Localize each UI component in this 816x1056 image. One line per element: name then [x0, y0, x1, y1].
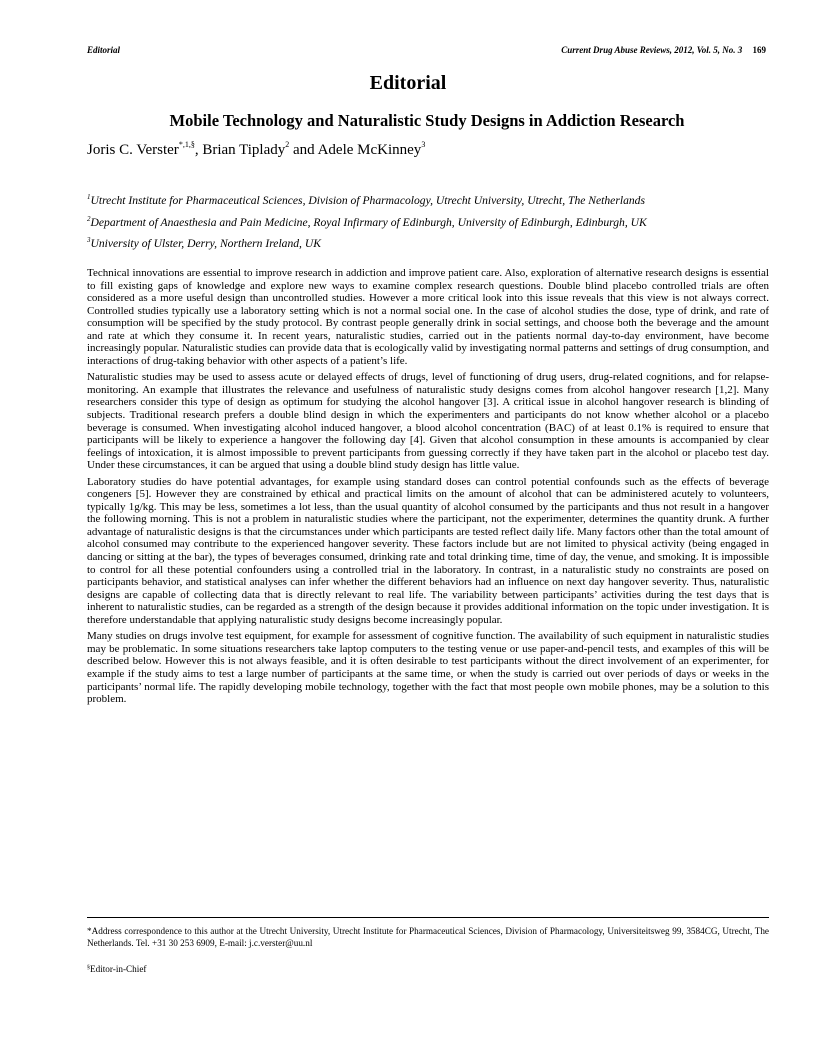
affiliation — [87, 237, 321, 250]
journal-name: Current Drug Abuse Reviews, — [561, 45, 672, 55]
author-affiliation-mark: *,1,§ — [178, 140, 195, 149]
author-name: Brian Tiplady — [202, 142, 286, 158]
affiliation-text: Utrecht Institute for Pharmaceutical Sciences, Division of Pharmacology, Utrecht University, Utrecht, The Netherlands — [90, 194, 645, 207]
affiliation — [87, 216, 647, 229]
affiliation — [87, 194, 645, 207]
author-affiliation-mark: 3 — [421, 140, 426, 149]
body-paragraph: Many studies on drugs involve test equipment, for example for assessment of cognitive function. The availability of such equipment in naturalistic studies may be problematic. In some situations researchers take laptop computers to the testing venue or use paper-and-pencil tests, and examples of this will be described below. However this is not always feasible, and it is often desirable to test participants without the direct involvement of an experimenter, for example if the study aims to test a large number of participants at the same time, or when the study is carried out over periods of days or weeks in the participants’ normal life. The rapidly developing mobile technology, together with the fact that most people own mobile phones, may be a solution to this problem. — [87, 630, 769, 706]
body-paragraph: Laboratory studies do have potential advantages, for example using standard doses can control potential confounds such as the effects of beverage congeners [5]. However they are constrained by ethical and practical limits on the amount of alcohol that can be administered acutely to volunteers, typically 1g/kg. This may be less, sometimes a lot less, than the usual quantity of alcohol consumed by the participants and thus not result in a hangover the following morning. This is not a problem in naturalistic studies where the participant, not the experimenter, determines the quantity drunk. A further advantage of naturalistic designs is that the circumstances under which participants are tested reflect daily life. Many factors other than the total amount of alcohol consumed may contribute to the experienced hangover severity. These factors include but are not limited to physical activity (being engaged in dancing or sitting at the bar), the types of beverages consumed, drinking rate and total drinking time, time of day, the venue, and smoking. It is impossible to control for all these potential confounders using a controlled trial in the laboratory. In contrast, in a naturalistic study no constraints are posed on participants behavior, and statistical analyses can infer whether the different behaviors had an influence on next day hangover severity. Thus, naturalistic designs are capable of collecting data that is directly relevant to real life. The variability between participants’ activities during the test days that is inherent to naturalistic studies, can be regarded as a strength of the design because it provides additional information on the topic under investigation. It is therefore understandable that applying naturalistic study designs become increasingly popular. — [87, 475, 769, 626]
author-separator: , — [194, 142, 203, 158]
author-list — [87, 142, 425, 159]
footnote-text: Editor-in-Chief — [90, 964, 147, 974]
author-affiliation-mark: 2 — [285, 140, 290, 149]
affiliation-mark: 1 — [87, 193, 91, 201]
author-name: Joris C. Verster — [87, 142, 179, 158]
running-header-journal — [561, 45, 766, 55]
footnote-mark: § — [87, 965, 90, 971]
affiliation-mark: 2 — [87, 215, 91, 223]
page-number: 169 — [752, 45, 766, 55]
author-separator: and — [289, 142, 318, 158]
journal-volume: Vol. 5, No. 3 — [696, 45, 743, 55]
article-body — [87, 267, 769, 710]
affiliation-text: University of Ulster, Derry, Northern Ireland, UK — [90, 237, 321, 250]
article-title: Mobile Technology and Naturalistic Study Designs in Addiction Research — [169, 111, 685, 130]
page-title: Editorial — [369, 72, 447, 94]
affiliation-text: Department of Anaesthesia and Pain Medicine, Royal Infirmary of Edinburgh, University of Edinburgh, Edinburgh, UK — [90, 216, 647, 229]
body-paragraph: Naturalistic studies may be used to assess acute or delayed effects of drugs, level of functioning of drug users, drug-related cognitions, and for relapse-monitoring. An example that illustrates the relevance and usefulness of naturalistic study designs comes from alcohol hangover research [1,2]. Many researchers consider this type of design as optimum for studying the alcohol hangover [3]. A critical issue in alcohol hangover research is blinding of subjects. Traditional research prefers a double blind design in which the experimenters and participants do not know whether alcohol or a placebo beverage is consumed. When investigating alcohol induced hangover, a blood alcohol concentration (BAC) of at least 0.1% is required to ensure that participants will be likely to experience a hangover the following day [4]. Given that alcohol consumption in these amounts is accompanied by clear feelings of intoxication, it is almost impossible to prevent participants from guessing correctly if they have taken part in the alcohol or placebo test day. Under these circumstances, it can be argued that using a double blind study design has little value. — [87, 371, 769, 472]
author-name: Adele McKinney — [317, 142, 422, 158]
journal-year: 2012, — [674, 45, 695, 55]
footnote-divider — [87, 917, 769, 918]
body-paragraph: Technical innovations are essential to improve research in addiction and improve patient care. Also, exploration of alternative research designs is essential to fill existing gaps of knowledge and explore new ways to examine complex research questions. Double blind placebo controlled trials are often considered as a more useful design than uncontrolled studies. However a more critical look into this issue reveals that this view is not always correct. Controlled studies typically use a laboratory setting which is not a normal social one. In the case of alcohol studies the dose, type of drink, and rate of consumption will be specified by the study protocol. By contrast people generally drink in social settings, and choose both the beverage and the amount and rate at which they consume it. In recent years, naturalistic studies, carried out in the patients normal day-to-day environment, have become increasingly popular. Naturalistic studies can provide data that is ecologically valid by investigating normal patterns and settings of drug consumption, and interactions of drug-taking behavior with other aspects of a patient’s life. — [87, 267, 769, 367]
editor-footnote — [87, 963, 769, 975]
affiliation-mark: 3 — [87, 236, 91, 244]
running-header-section: Editorial — [87, 45, 121, 55]
correspondence-footnote: *Address correspondence to this author at the Utrecht University, Utrecht Institute for Pharmaceutical Sciences, Division of Pharmacology, Universiteitsweg 99, 3584CG, Utrecht, The Netherlands. Tel. +31 30 253 6909, E-mail: j.c.verster@uu.nl — [87, 926, 769, 948]
